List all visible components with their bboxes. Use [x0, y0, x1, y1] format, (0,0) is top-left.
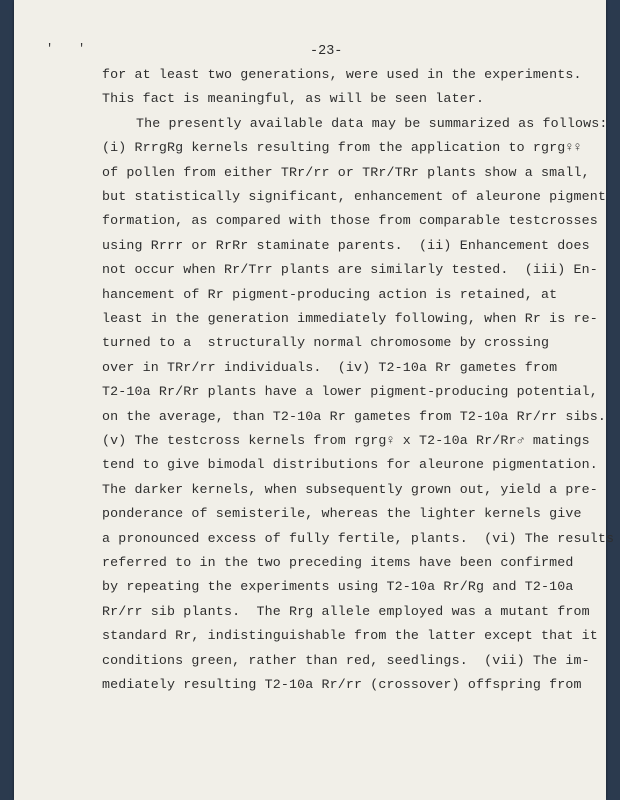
text-line: (v) The testcross kernels from rgrg♀ x T2-10a Rr/Rr♂ matings: [102, 433, 590, 448]
text-line: T2-10a Rr/Rr plants have a lower pigment-producing potential,: [102, 384, 598, 400]
text-line: formation, as compared with those from comparable testcrosses: [102, 213, 598, 229]
text-line: hancement of Rr pigment-producing action is retained, at: [102, 286, 558, 302]
text-line: ponderance of semisterile, whereas the lighter kernels give: [102, 506, 582, 522]
text-line: tend to give bimodal distributions for aleurone pigmentation.: [102, 457, 598, 473]
text-line: The darker kernels, when subsequently grown out, yield a pre-: [102, 481, 598, 497]
text-line: This fact is meaningful, as will be seen later.: [102, 91, 485, 107]
text-line: turned to a structurally normal chromosome by crossing: [102, 335, 550, 351]
text-line: over in TRr/rr individuals. (iv) T2-10a Rr gametes from: [102, 359, 558, 375]
text-line: conditions green, rather than red, seedlings. (vii) The im-: [102, 652, 590, 668]
text-line: (i) RrrgRg kernels resulting from the application to rgrg♀♀: [102, 140, 582, 156]
text-line: not occur when Rr/Trr plants are similarly tested. (iii) En-: [102, 262, 598, 278]
text-line: using Rrrr or RrRr staminate parents. (ii) Enhancement does: [102, 237, 590, 253]
page-number: -23-: [310, 44, 343, 59]
text-line: standard Rr, indistinguishable from the latter except that it: [102, 628, 598, 644]
text-line: referred to in the two preceding items have been confirmed: [102, 555, 574, 570]
text-line: Rr/rr sib plants. The Rrg allele employed was a mutant from: [102, 603, 590, 619]
text-line: The presently available data may be summarized as follows:: [136, 115, 608, 131]
text-line: of pollen from either TRr/rr or TRr/TRr plants show a small,: [102, 164, 590, 180]
text-line: but statistically significant, enhancement of aleurone pigment: [102, 189, 607, 204]
margin-mark-left: ': [46, 42, 54, 56]
text-line: for at least two generations, were used in the experiments.: [102, 67, 582, 82]
margin-mark-right: ': [78, 42, 86, 56]
text-line: mediately resulting T2-10a Rr/rr (crossover) offspring from: [102, 677, 582, 692]
text-line: least in the generation immediately following, when Rr is re-: [102, 311, 598, 326]
text-line: by repeating the experiments using T2-10a Rr/Rg and T2-10a: [102, 579, 574, 595]
text-line: on the average, than T2-10a Rr gametes from T2-10a Rr/rr sibs.: [102, 408, 607, 424]
document-page: [14, 0, 615, 800]
text-line: a pronounced excess of fully fertile, plants. (vi) The results: [102, 530, 615, 546]
